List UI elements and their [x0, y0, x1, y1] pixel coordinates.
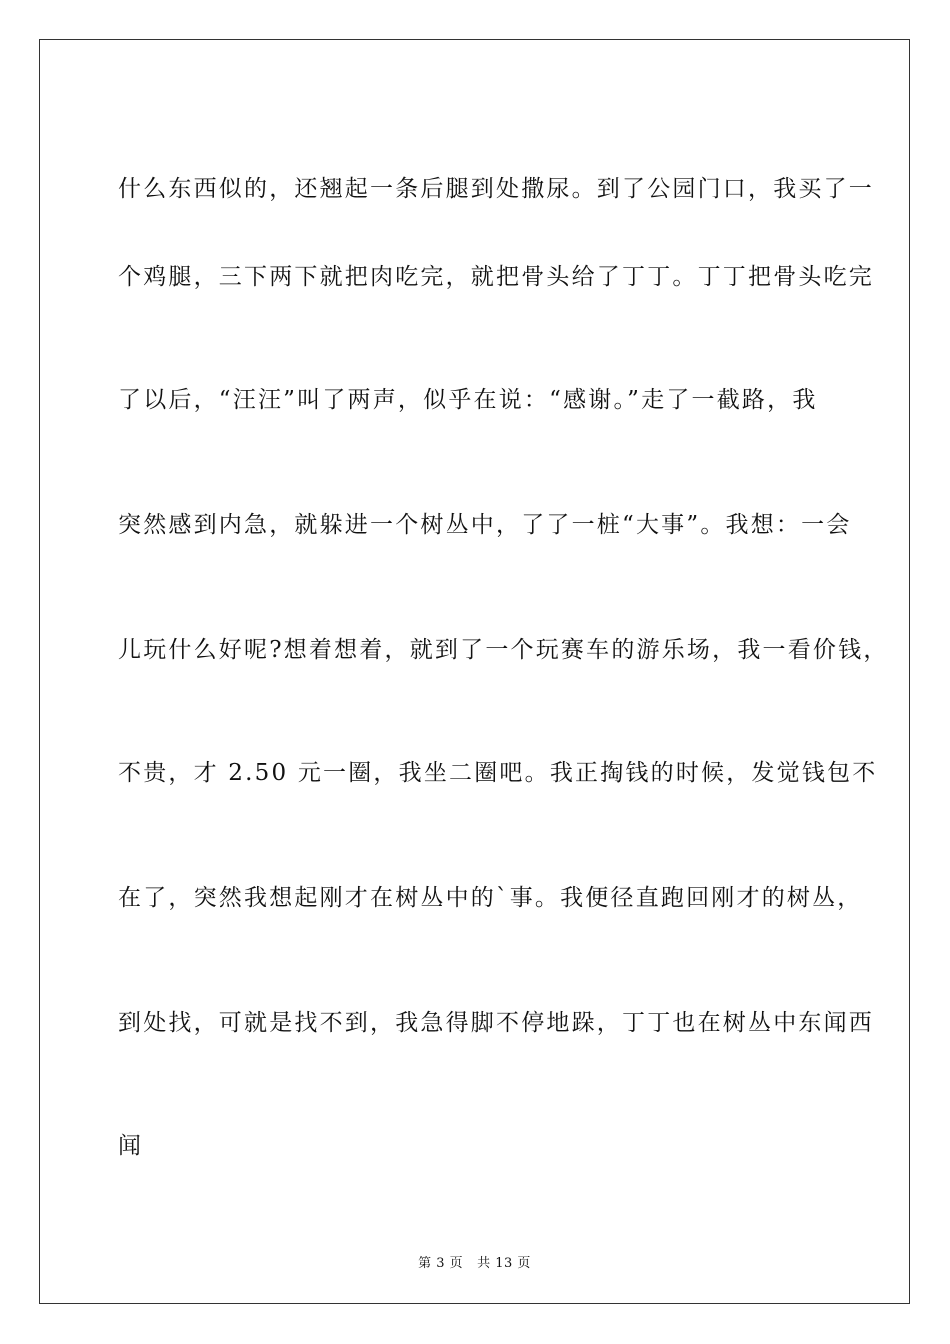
page-number: 第 3 页	[418, 1256, 464, 1271]
text-line: 在了，突然我想起刚才在树丛中的`事。我便径直跑回刚才的树丛，	[118, 885, 863, 911]
text-line: 儿玩什么好呢?想着想着，就到了一个玩赛车的游乐场，我一看价钱，	[118, 637, 889, 663]
page-frame	[39, 39, 910, 1304]
page-total: 共 13 页	[477, 1256, 531, 1271]
text-line: 个鸡腿，三下两下就把肉吃完，就把骨头给了丁丁。丁丁把骨头吃完	[118, 264, 874, 290]
document-body	[40, 40, 909, 1303]
text-line: 到处找，可就是找不到，我急得脚不停地跺，丁丁也在树丛中东闻西	[118, 1010, 874, 1036]
text-line: 什么东西似的，还翘起一条后腿到处撒尿。到了公园门口，我买了一	[118, 176, 874, 202]
text-line: 突然感到内急，就躲进一个树丛中，了了一桩“大事”。我想：一会	[118, 512, 852, 538]
text-line: 闻	[118, 1133, 144, 1159]
page-footer	[40, 1255, 909, 1273]
text-line: 了以后，“汪汪”叫了两声，似乎在说：“感谢。”走了一截路，我	[118, 387, 818, 413]
text-line: 不贵，才 2.50 元一圈，我坐二圈吧。我正掏钱的时候，发觉钱包不	[118, 760, 878, 786]
